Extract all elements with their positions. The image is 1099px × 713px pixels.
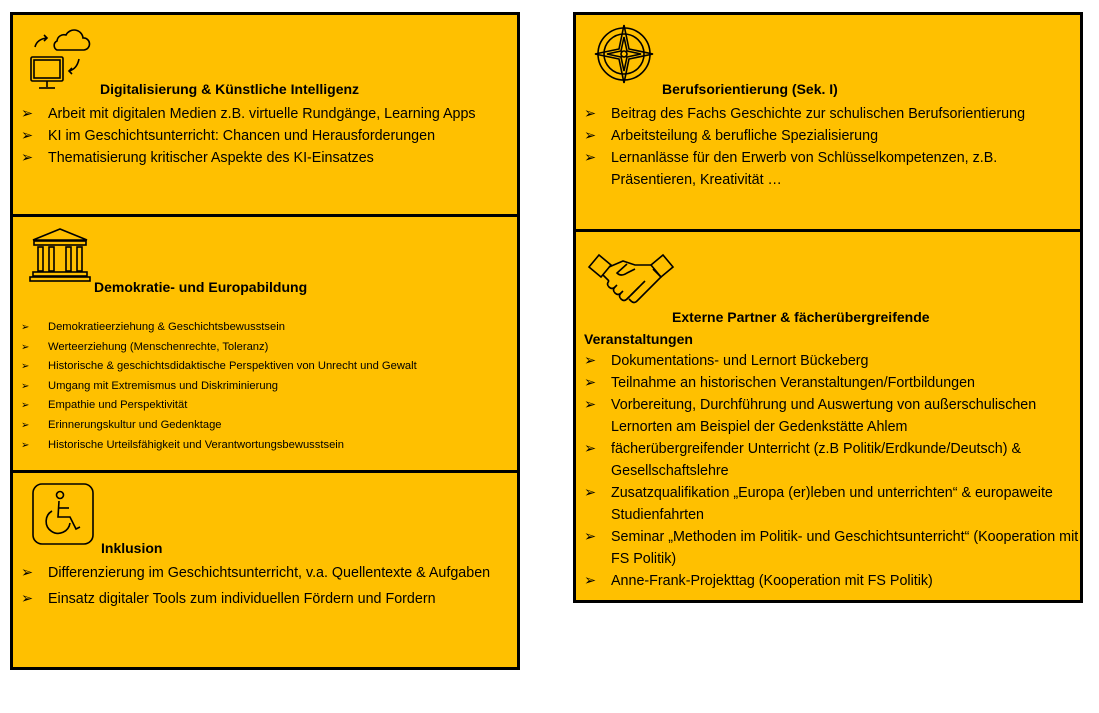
list-item: ➢ fächerübergreifender Unterricht (z.B Politik/Erdkunde/Deutsch) & Gesellschaftslehre [576,438,1081,482]
panel-digitalisierung [10,12,520,217]
list-item: ➢ Historische & geschichtsdidaktische Perspektiven von Unrecht und Gewalt [13,357,518,377]
list-item: ➢ Arbeit mit digitalen Medien z.B. virtuelle Rundgänge, Learning Apps [13,103,518,125]
greek-temple-icon [27,226,93,282]
item-list [576,103,1081,191]
list-item: ➢ Dokumentations- und Lernort Bückeberg [576,350,1081,372]
list-item: ➢ Historische Urteilsfähigkeit und Verantwortungsbewusstsein [13,436,518,456]
list-item: ➢ Empathie und Perspektivität [13,396,518,416]
list-item: ➢ Einsatz digitaler Tools zum individuellen Fördern und Fordern [13,588,518,610]
compass-icon [593,23,655,85]
list-item: ➢ KI im Geschichtsunterricht: Chancen und Herausforderungen [13,125,518,147]
panel-title: Demokratie- und Europabildung [94,279,308,295]
handshake-icon [587,251,675,309]
list-item: ➢ Erinnerungskultur und Gedenktage [13,416,518,436]
list-item: ➢ Werteerziehung (Menschenrechte, Toleranz) [13,338,518,358]
panel-title: Digitalisierung & Künstliche Intelligenz [100,81,360,97]
panel-berufsorientierung [573,12,1083,232]
panel-externe-partner [573,229,1083,603]
list-item: ➢ Umgang mit Extremismus und Diskriminierung [13,377,518,397]
list-item: ➢ Anne-Frank-Projekttag (Kooperation mit FS Politik) [576,570,1081,592]
panel-inklusion [10,470,520,670]
list-item: ➢ Beitrag des Fachs Geschichte zur schulischen Berufsorientierung [576,103,1081,125]
item-list [13,103,518,169]
list-item: ➢ Lernanlässe für den Erwerb von Schlüsselkompetenzen, z.B. Präsentieren, Kreativität … [576,147,1081,191]
panel-title: Inklusion [101,540,163,556]
panel-title: Berufsorientierung (Sek. I) [662,81,838,97]
list-item: ➢ Differenzierung im Geschichtsunterricht, v.a. Quellentexte & Aufgaben [13,562,518,584]
list-item: ➢ Demokratieerziehung & Geschichtsbewusstsein [13,318,518,338]
computer-cloud-icon [27,23,107,95]
list-item: ➢ Thematisierung kritischer Aspekte des KI-Einsatzes [13,147,518,169]
list-item: ➢ Zusatzqualifikation „Europa (er)leben und unterrichten“ & europaweite Studienfahrten [576,482,1081,526]
panel-demokratie [10,214,520,473]
list-item: ➢ Seminar „Methoden im Politik- und Geschichtsunterricht“ (Kooperation mit FS Politik) [576,526,1081,570]
list-item: ➢ Vorbereitung, Durchführung und Auswertung von außerschulischen Lernorten am Beispiel der Gedenkstätte Ahlem [576,394,1081,438]
wheelchair-icon [32,483,96,547]
list-item: ➢ Teilnahme an historischen Veranstaltungen/Fortbildungen [576,372,1081,394]
list-item: ➢ Arbeitsteilung & berufliche Spezialisierung [576,125,1081,147]
item-list [13,318,518,455]
item-list [13,562,518,610]
item-list [576,350,1081,592]
panel-title-line2: Veranstaltungen [584,331,693,347]
panel-title-line1: Externe Partner & fächerübergreifende [672,309,930,325]
